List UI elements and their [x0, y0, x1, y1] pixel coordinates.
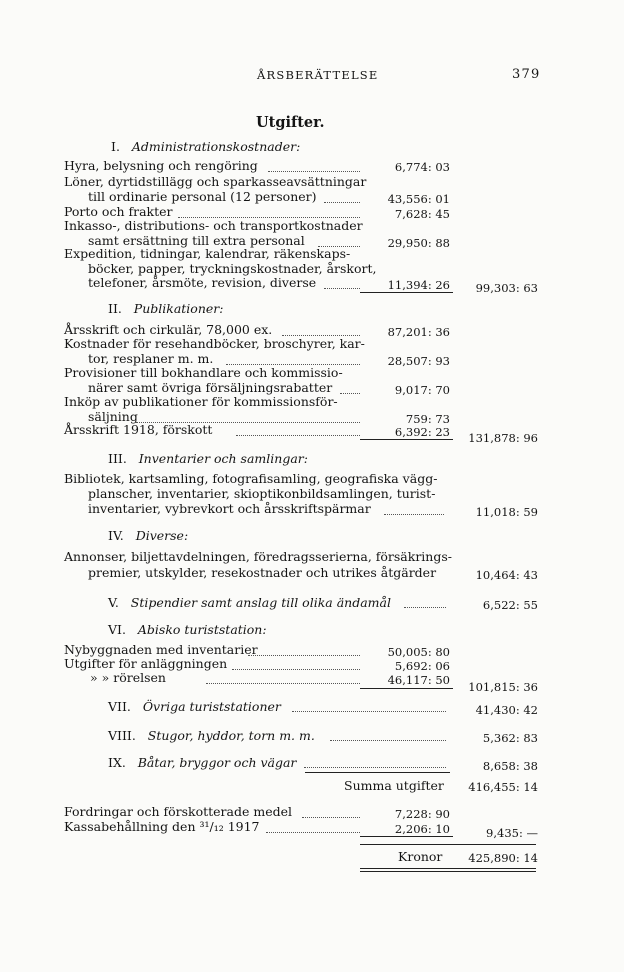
summa-label: Summa utgifter — [344, 778, 444, 793]
paragraph-line: premier, utskylder, resekostnader och utrikes åtgärder — [88, 565, 437, 580]
line-item-label: Utgifter för anläggningen — [64, 656, 228, 671]
sum-rule — [360, 836, 453, 837]
paragraph-line: inventarier, vybrevkort och årsskriftspärmar — [88, 501, 371, 516]
total-rule — [360, 844, 536, 845]
line-item-label-cont: böcker, papper, tryckningskostnader, årskort, — [88, 261, 377, 276]
section-total: 101,815: 36 — [468, 680, 538, 694]
section-total: 5,362: 83 — [482, 731, 538, 745]
section-numeral: IV. — [108, 528, 124, 543]
line-item-label-cont: till ordinarie personal (12 personer) — [88, 189, 317, 204]
line-item-amount: 2,206: 10 — [394, 822, 450, 836]
line-item-amount: 43,556: 01 — [387, 192, 450, 206]
section-title: Administrationskostnader: — [131, 139, 301, 154]
section-total: 11,018: 59 — [475, 505, 538, 519]
line-item-label: Kostnader för resehandböcker, broschyrer, kar- — [64, 336, 365, 351]
grand-total-amount: 425,890: 14 — [468, 851, 538, 865]
line-item-amount: 50,005: 80 — [387, 645, 450, 659]
line-item-label: Hyra, belysning och rengöring — [64, 158, 258, 173]
line-item-amount: 6,774: 03 — [394, 160, 450, 174]
dot-leader — [268, 171, 360, 172]
total-rule — [360, 868, 536, 869]
line-item-amount: 29,950: 88 — [387, 236, 450, 250]
line-item-amount: 9,017: 70 — [394, 383, 450, 397]
grand-total-label: Kronor — [398, 849, 443, 864]
section-heading — [108, 528, 188, 543]
section-numeral: VII. — [108, 699, 131, 714]
section-total: 41,430: 42 — [475, 703, 538, 717]
dot-leader — [206, 683, 360, 684]
dot-leader — [236, 435, 360, 436]
section-numeral: VIII. — [108, 728, 136, 743]
paragraph-line: Annonser, biljettavdelningen, föredragsserierna, försäkrings- — [64, 549, 453, 564]
section-title: Övriga turiststationer — [142, 699, 281, 714]
section-heading — [108, 728, 315, 743]
section-total: 6,522: 55 — [482, 598, 538, 612]
line-item-label: Provisioner till bokhandlare och kommissio- — [64, 365, 343, 380]
dot-leader — [340, 393, 360, 394]
line-item-label: Inkasso-, distributions- och transportkostnader — [64, 218, 363, 233]
dot-leader — [324, 288, 360, 289]
section-numeral: I. — [111, 139, 120, 154]
line-item-label: » » rörelsen — [90, 670, 166, 685]
section-total: 8,658: 38 — [482, 759, 538, 773]
sum-rule — [360, 439, 453, 440]
section-numeral: IX. — [108, 755, 126, 770]
line-item-amount: 7,628: 45 — [394, 207, 450, 221]
section-total: 9,435: — — [486, 826, 538, 840]
sum-rule — [360, 292, 453, 293]
section-heading — [108, 595, 391, 610]
section-heading — [111, 139, 300, 154]
line-item-label-cont: säljning — [88, 409, 138, 424]
line-item-label: Löner, dyrtidstillägg och sparkasseavsättningar — [64, 174, 367, 189]
line-item-label-cont: telefoner, årsmöte, revision, diverse — [88, 275, 317, 290]
line-item-label-cont: samt ersättning till extra personal — [88, 233, 305, 248]
section-heading — [108, 451, 308, 466]
line-item-amount: 5,692: 06 — [394, 659, 450, 673]
section-heading — [108, 755, 296, 770]
line-item-label: Expedition, tidningar, kalendrar, räkenskaps- — [64, 246, 351, 261]
section-total: 99,303: 63 — [475, 281, 538, 295]
paragraph-line: Bibliotek, kartsamling, fotografisamling, geografiska vägg- — [64, 471, 438, 486]
dot-leader — [304, 767, 446, 768]
line-item-label: Inköp av publikationer för kommissionsför- — [64, 394, 338, 409]
line-item-label-cont: tor, resplaner m. m. — [88, 351, 214, 366]
line-item-amount: 28,507: 93 — [387, 354, 450, 368]
line-item-label-cont: närer samt övriga försäljningsrabatter — [88, 380, 333, 395]
section-numeral: II. — [108, 301, 122, 316]
line-item-amount: 759: 73 — [405, 412, 450, 426]
section-title: Publikationer: — [133, 301, 224, 316]
line-item-amount: 11,394: 26 — [387, 278, 450, 292]
dot-leader — [232, 669, 360, 670]
dot-leader — [248, 655, 360, 656]
line-item-amount: 46,117: 50 — [387, 673, 450, 687]
sum-rule — [305, 772, 450, 773]
dot-leader — [384, 514, 444, 515]
dot-leader — [266, 832, 360, 833]
line-item-label: Årsskrift och cirkulär, 78,000 ex. — [64, 322, 273, 337]
line-item-amount: 6,392: 23 — [394, 425, 450, 439]
section-numeral: V. — [108, 595, 119, 610]
line-item-label: Årsskrift 1918, förskott — [64, 422, 213, 437]
section-total: 131,878: 96 — [468, 431, 538, 445]
running-header: ÅRSBERÄTTELSE — [257, 68, 379, 82]
line-item-label: Kassabehållning den ³¹/₁₂ 1917 — [64, 819, 260, 834]
section-numeral: III. — [108, 451, 127, 466]
section-numeral: VI. — [108, 622, 126, 637]
line-item-label: Fordringar och förskotterade medel — [64, 804, 293, 819]
section-title: Stipendier samt anslag till olika ändamål — [130, 595, 391, 610]
line-item-amount: 87,201: 36 — [387, 325, 450, 339]
dot-leader — [292, 711, 446, 712]
section-title: Stugor, hyddor, torn m. m. — [147, 728, 315, 743]
section-total: 10,464: 43 — [475, 568, 538, 582]
line-item-amount: 7,228: 90 — [394, 807, 450, 821]
page-number: 379 — [512, 67, 541, 82]
section-title: Båtar, bryggor och vägar — [137, 755, 297, 770]
dot-leader — [324, 202, 360, 203]
page-heading: Utgifter. — [256, 114, 325, 131]
dot-leader — [404, 607, 446, 608]
section-title: Inventarier och samlingar: — [138, 451, 308, 466]
line-item-label: Porto och frakter — [64, 204, 173, 219]
paragraph-line: planscher, inventarier, skioptikonbildsamlingen, turist- — [88, 486, 436, 501]
summa-amount: 416,455: 14 — [468, 780, 538, 794]
section-title: Abisko turiststation: — [137, 622, 267, 637]
sum-rule — [360, 688, 453, 689]
section-heading — [108, 622, 267, 637]
line-item-label: Nybyggnaden med inventarier — [64, 642, 258, 657]
dot-leader — [330, 740, 446, 741]
section-title: Diverse: — [135, 528, 189, 543]
section-heading — [108, 699, 281, 714]
dot-leader — [302, 817, 360, 818]
total-rule — [360, 871, 536, 872]
section-heading — [108, 301, 223, 316]
